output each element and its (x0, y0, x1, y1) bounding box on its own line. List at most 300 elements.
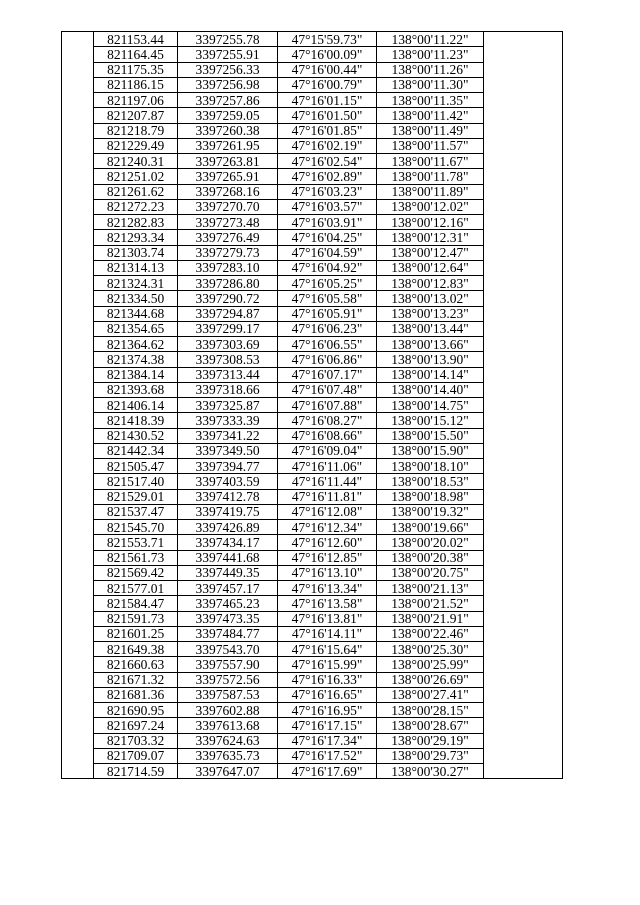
latitude-cell: 47°16'01.50" (278, 108, 377, 123)
latitude-cell: 47°15'59.73" (278, 32, 377, 47)
latitude-cell: 47°16'05.58" (278, 291, 377, 306)
latitude-cell: 47°16'15.64" (278, 642, 377, 657)
table-row (62, 382, 563, 397)
x-coordinate-cell: 821505.47 (94, 459, 178, 474)
longitude-cell: 138°00'25.30" (377, 642, 484, 657)
latitude-cell: 47°16'13.58" (278, 596, 377, 611)
row-number-margin-cell (62, 581, 94, 596)
latitude-cell: 47°16'14.11" (278, 626, 377, 641)
notes-margin-cell (484, 154, 563, 169)
table-row (62, 565, 563, 580)
x-coordinate-cell: 821430.52 (94, 428, 178, 443)
row-number-margin-cell (62, 703, 94, 718)
y-coordinate-cell: 3397572.56 (178, 672, 278, 687)
row-number-margin-cell (62, 62, 94, 77)
table-row (62, 215, 563, 230)
latitude-cell: 47°16'17.52" (278, 748, 377, 763)
longitude-cell: 138°00'13.02" (377, 291, 484, 306)
table-row (62, 733, 563, 748)
notes-margin-cell (484, 413, 563, 428)
x-coordinate-cell: 821591.73 (94, 611, 178, 626)
notes-margin-cell (484, 703, 563, 718)
latitude-cell: 47°16'05.25" (278, 276, 377, 291)
latitude-cell: 47°16'17.15" (278, 718, 377, 733)
longitude-cell: 138°00'11.35" (377, 93, 484, 108)
notes-margin-cell (484, 474, 563, 489)
table-row (62, 260, 563, 275)
longitude-cell: 138°00'11.42" (377, 108, 484, 123)
notes-margin-cell (484, 184, 563, 199)
longitude-cell: 138°00'18.53" (377, 474, 484, 489)
latitude-cell: 47°16'00.09" (278, 47, 377, 62)
longitude-cell: 138°00'11.30" (377, 77, 484, 92)
y-coordinate-cell: 3397473.35 (178, 611, 278, 626)
latitude-cell: 47°16'03.57" (278, 199, 377, 214)
notes-margin-cell (484, 367, 563, 382)
table-row (62, 291, 563, 306)
notes-margin-cell (484, 611, 563, 626)
x-coordinate-cell: 821703.32 (94, 733, 178, 748)
y-coordinate-cell: 3397543.70 (178, 642, 278, 657)
row-number-margin-cell (62, 291, 94, 306)
row-number-margin-cell (62, 428, 94, 443)
x-coordinate-cell: 821569.42 (94, 565, 178, 580)
x-coordinate-cell: 821577.01 (94, 581, 178, 596)
row-number-margin-cell (62, 199, 94, 214)
table-row (62, 672, 563, 687)
latitude-cell: 47°16'13.81" (278, 611, 377, 626)
x-coordinate-cell: 821303.74 (94, 245, 178, 260)
x-coordinate-cell: 821207.87 (94, 108, 178, 123)
row-number-margin-cell (62, 77, 94, 92)
row-number-margin-cell (62, 93, 94, 108)
x-coordinate-cell: 821344.68 (94, 306, 178, 321)
notes-margin-cell (484, 504, 563, 519)
x-coordinate-cell: 821529.01 (94, 489, 178, 504)
longitude-cell: 138°00'22.46" (377, 626, 484, 641)
latitude-cell: 47°16'12.34" (278, 520, 377, 535)
x-coordinate-cell: 821649.38 (94, 642, 178, 657)
row-number-margin-cell (62, 32, 94, 47)
table-row (62, 199, 563, 214)
table-row (62, 367, 563, 382)
y-coordinate-cell: 3397349.50 (178, 443, 278, 458)
longitude-cell: 138°00'12.47" (377, 245, 484, 260)
y-coordinate-cell: 3397325.87 (178, 398, 278, 413)
y-coordinate-cell: 3397434.17 (178, 535, 278, 550)
row-number-margin-cell (62, 138, 94, 153)
notes-margin-cell (484, 459, 563, 474)
table-row (62, 626, 563, 641)
row-number-margin-cell (62, 154, 94, 169)
notes-margin-cell (484, 199, 563, 214)
notes-margin-cell (484, 565, 563, 580)
y-coordinate-cell: 3397256.33 (178, 62, 278, 77)
y-coordinate-cell: 3397647.07 (178, 764, 278, 779)
latitude-cell: 47°16'03.91" (278, 215, 377, 230)
row-number-margin-cell (62, 123, 94, 138)
y-coordinate-cell: 3397313.44 (178, 367, 278, 382)
y-coordinate-cell: 3397613.68 (178, 718, 278, 733)
notes-margin-cell (484, 77, 563, 92)
latitude-cell: 47°16'17.69" (278, 764, 377, 779)
y-coordinate-cell: 3397403.59 (178, 474, 278, 489)
notes-margin-cell (484, 687, 563, 702)
row-number-margin-cell (62, 260, 94, 275)
notes-margin-cell (484, 138, 563, 153)
x-coordinate-cell: 821282.83 (94, 215, 178, 230)
latitude-cell: 47°16'05.91" (278, 306, 377, 321)
longitude-cell: 138°00'12.02" (377, 199, 484, 214)
notes-margin-cell (484, 291, 563, 306)
y-coordinate-cell: 3397259.05 (178, 108, 278, 123)
x-coordinate-cell: 821442.34 (94, 443, 178, 458)
x-coordinate-cell: 821709.07 (94, 748, 178, 763)
longitude-cell: 138°00'28.67" (377, 718, 484, 733)
x-coordinate-cell: 821364.62 (94, 337, 178, 352)
notes-margin-cell (484, 108, 563, 123)
row-number-margin-cell (62, 748, 94, 763)
notes-margin-cell (484, 169, 563, 184)
longitude-cell: 138°00'13.90" (377, 352, 484, 367)
table-row (62, 93, 563, 108)
longitude-cell: 138°00'11.23" (377, 47, 484, 62)
y-coordinate-cell: 3397290.72 (178, 291, 278, 306)
x-coordinate-cell: 821537.47 (94, 504, 178, 519)
longitude-cell: 138°00'21.52" (377, 596, 484, 611)
y-coordinate-cell: 3397286.80 (178, 276, 278, 291)
longitude-cell: 138°00'15.12" (377, 413, 484, 428)
table-row (62, 337, 563, 352)
row-number-margin-cell (62, 642, 94, 657)
notes-margin-cell (484, 581, 563, 596)
row-number-margin-cell (62, 306, 94, 321)
table-row (62, 77, 563, 92)
longitude-cell: 138°00'20.38" (377, 550, 484, 565)
row-number-margin-cell (62, 276, 94, 291)
y-coordinate-cell: 3397635.73 (178, 748, 278, 763)
row-number-margin-cell (62, 565, 94, 580)
row-number-margin-cell (62, 626, 94, 641)
y-coordinate-cell: 3397265.91 (178, 169, 278, 184)
latitude-cell: 47°16'01.85" (278, 123, 377, 138)
row-number-margin-cell (62, 337, 94, 352)
table-row (62, 581, 563, 596)
x-coordinate-cell: 821660.63 (94, 657, 178, 672)
y-coordinate-cell: 3397276.49 (178, 230, 278, 245)
table-row (62, 413, 563, 428)
y-coordinate-cell: 3397255.91 (178, 47, 278, 62)
table-row (62, 596, 563, 611)
notes-margin-cell (484, 321, 563, 336)
longitude-cell: 138°00'21.13" (377, 581, 484, 596)
x-coordinate-cell: 821218.79 (94, 123, 178, 138)
longitude-cell: 138°00'11.22" (377, 32, 484, 47)
table-row (62, 520, 563, 535)
notes-margin-cell (484, 352, 563, 367)
latitude-cell: 47°16'12.85" (278, 550, 377, 565)
y-coordinate-cell: 3397303.69 (178, 337, 278, 352)
row-number-margin-cell (62, 535, 94, 550)
x-coordinate-cell: 821251.02 (94, 169, 178, 184)
table-row (62, 47, 563, 62)
row-number-margin-cell (62, 550, 94, 565)
x-coordinate-cell: 821384.14 (94, 367, 178, 382)
notes-margin-cell (484, 718, 563, 733)
x-coordinate-cell: 821261.62 (94, 184, 178, 199)
row-number-margin-cell (62, 398, 94, 413)
row-number-margin-cell (62, 687, 94, 702)
longitude-cell: 138°00'14.14" (377, 367, 484, 382)
y-coordinate-cell: 3397294.87 (178, 306, 278, 321)
latitude-cell: 47°16'09.04" (278, 443, 377, 458)
notes-margin-cell (484, 47, 563, 62)
x-coordinate-cell: 821240.31 (94, 154, 178, 169)
y-coordinate-cell: 3397261.95 (178, 138, 278, 153)
y-coordinate-cell: 3397268.16 (178, 184, 278, 199)
latitude-cell: 47°16'07.88" (278, 398, 377, 413)
y-coordinate-cell: 3397602.88 (178, 703, 278, 718)
x-coordinate-cell: 821229.49 (94, 138, 178, 153)
longitude-cell: 138°00'20.75" (377, 565, 484, 580)
row-number-margin-cell (62, 520, 94, 535)
row-number-margin-cell (62, 321, 94, 336)
table-row (62, 687, 563, 702)
notes-margin-cell (484, 230, 563, 245)
latitude-cell: 47°16'13.34" (278, 581, 377, 596)
row-number-margin-cell (62, 504, 94, 519)
table-row (62, 123, 563, 138)
table-row (62, 748, 563, 763)
longitude-cell: 138°00'19.32" (377, 504, 484, 519)
y-coordinate-cell: 3397441.68 (178, 550, 278, 565)
x-coordinate-cell: 821334.50 (94, 291, 178, 306)
y-coordinate-cell: 3397260.38 (178, 123, 278, 138)
table-row (62, 321, 563, 336)
notes-margin-cell (484, 596, 563, 611)
row-number-margin-cell (62, 108, 94, 123)
notes-margin-cell (484, 306, 563, 321)
table-row (62, 535, 563, 550)
y-coordinate-cell: 3397624.63 (178, 733, 278, 748)
longitude-cell: 138°00'18.98" (377, 489, 484, 504)
table-row (62, 62, 563, 77)
x-coordinate-cell: 821697.24 (94, 718, 178, 733)
table-row (62, 718, 563, 733)
row-number-margin-cell (62, 382, 94, 397)
y-coordinate-cell: 3397257.86 (178, 93, 278, 108)
latitude-cell: 47°16'16.95" (278, 703, 377, 718)
table-row (62, 428, 563, 443)
longitude-cell: 138°00'11.49" (377, 123, 484, 138)
longitude-cell: 138°00'12.31" (377, 230, 484, 245)
latitude-cell: 47°16'15.99" (278, 657, 377, 672)
longitude-cell: 138°00'11.67" (377, 154, 484, 169)
row-number-margin-cell (62, 413, 94, 428)
longitude-cell: 138°00'25.99" (377, 657, 484, 672)
y-coordinate-cell: 3397273.48 (178, 215, 278, 230)
longitude-cell: 138°00'14.40" (377, 382, 484, 397)
x-coordinate-cell: 821584.47 (94, 596, 178, 611)
y-coordinate-cell: 3397426.89 (178, 520, 278, 535)
latitude-cell: 47°16'12.08" (278, 504, 377, 519)
latitude-cell: 47°16'17.34" (278, 733, 377, 748)
notes-margin-cell (484, 276, 563, 291)
notes-margin-cell (484, 733, 563, 748)
notes-margin-cell (484, 672, 563, 687)
y-coordinate-cell: 3397308.53 (178, 352, 278, 367)
row-number-margin-cell (62, 352, 94, 367)
row-number-margin-cell (62, 169, 94, 184)
y-coordinate-cell: 3397412.78 (178, 489, 278, 504)
latitude-cell: 47°16'02.54" (278, 154, 377, 169)
row-number-margin-cell (62, 764, 94, 779)
table-row (62, 703, 563, 718)
latitude-cell: 47°16'03.23" (278, 184, 377, 199)
notes-margin-cell (484, 642, 563, 657)
latitude-cell: 47°16'04.25" (278, 230, 377, 245)
x-coordinate-cell: 821153.44 (94, 32, 178, 47)
y-coordinate-cell: 3397457.17 (178, 581, 278, 596)
notes-margin-cell (484, 32, 563, 47)
longitude-cell: 138°00'13.44" (377, 321, 484, 336)
x-coordinate-cell: 821561.73 (94, 550, 178, 565)
table-row (62, 108, 563, 123)
latitude-cell: 47°16'04.92" (278, 260, 377, 275)
notes-margin-cell (484, 62, 563, 77)
notes-margin-cell (484, 260, 563, 275)
longitude-cell: 138°00'28.15" (377, 703, 484, 718)
table-row (62, 32, 563, 47)
x-coordinate-cell: 821418.39 (94, 413, 178, 428)
latitude-cell: 47°16'07.48" (278, 382, 377, 397)
longitude-cell: 138°00'11.78" (377, 169, 484, 184)
notes-margin-cell (484, 443, 563, 458)
latitude-cell: 47°16'12.60" (278, 535, 377, 550)
notes-margin-cell (484, 93, 563, 108)
latitude-cell: 47°16'11.81" (278, 489, 377, 504)
latitude-cell: 47°16'00.44" (278, 62, 377, 77)
table-row (62, 764, 563, 779)
x-coordinate-cell: 821175.35 (94, 62, 178, 77)
x-coordinate-cell: 821517.40 (94, 474, 178, 489)
row-number-margin-cell (62, 657, 94, 672)
y-coordinate-cell: 3397270.70 (178, 199, 278, 214)
y-coordinate-cell: 3397341.22 (178, 428, 278, 443)
longitude-cell: 138°00'29.73" (377, 748, 484, 763)
longitude-cell: 138°00'14.75" (377, 398, 484, 413)
y-coordinate-cell: 3397587.53 (178, 687, 278, 702)
longitude-cell: 138°00'15.90" (377, 443, 484, 458)
table-row (62, 352, 563, 367)
longitude-cell: 138°00'11.89" (377, 184, 484, 199)
x-coordinate-cell: 821553.71 (94, 535, 178, 550)
y-coordinate-cell: 3397333.39 (178, 413, 278, 428)
latitude-cell: 47°16'07.17" (278, 367, 377, 382)
x-coordinate-cell: 821197.06 (94, 93, 178, 108)
notes-margin-cell (484, 626, 563, 641)
latitude-cell: 47°16'13.10" (278, 565, 377, 580)
row-number-margin-cell (62, 474, 94, 489)
x-coordinate-cell: 821186.15 (94, 77, 178, 92)
x-coordinate-cell: 821393.68 (94, 382, 178, 397)
row-number-margin-cell (62, 443, 94, 458)
row-number-margin-cell (62, 672, 94, 687)
longitude-cell: 138°00'15.50" (377, 428, 484, 443)
notes-margin-cell (484, 123, 563, 138)
coordinates-table-body (62, 32, 563, 779)
table-row (62, 398, 563, 413)
notes-margin-cell (484, 550, 563, 565)
notes-margin-cell (484, 215, 563, 230)
row-number-margin-cell (62, 184, 94, 199)
latitude-cell: 47°16'00.79" (278, 77, 377, 92)
longitude-cell: 138°00'11.57" (377, 138, 484, 153)
x-coordinate-cell: 821293.34 (94, 230, 178, 245)
table-row (62, 245, 563, 260)
x-coordinate-cell: 821545.70 (94, 520, 178, 535)
x-coordinate-cell: 821354.65 (94, 321, 178, 336)
latitude-cell: 47°16'08.66" (278, 428, 377, 443)
longitude-cell: 138°00'20.02" (377, 535, 484, 550)
notes-margin-cell (484, 382, 563, 397)
longitude-cell: 138°00'13.23" (377, 306, 484, 321)
table-row (62, 489, 563, 504)
y-coordinate-cell: 3397263.81 (178, 154, 278, 169)
y-coordinate-cell: 3397283.10 (178, 260, 278, 275)
notes-margin-cell (484, 764, 563, 779)
x-coordinate-cell: 821314.13 (94, 260, 178, 275)
x-coordinate-cell: 821690.95 (94, 703, 178, 718)
x-coordinate-cell: 821681.36 (94, 687, 178, 702)
latitude-cell: 47°16'16.33" (278, 672, 377, 687)
longitude-cell: 138°00'11.26" (377, 62, 484, 77)
table-row (62, 184, 563, 199)
longitude-cell: 138°00'13.66" (377, 337, 484, 352)
y-coordinate-cell: 3397419.75 (178, 504, 278, 519)
latitude-cell: 47°16'16.65" (278, 687, 377, 702)
table-row (62, 443, 563, 458)
longitude-cell: 138°00'12.16" (377, 215, 484, 230)
row-number-margin-cell (62, 611, 94, 626)
latitude-cell: 47°16'02.89" (278, 169, 377, 184)
latitude-cell: 47°16'11.44" (278, 474, 377, 489)
y-coordinate-cell: 3397557.90 (178, 657, 278, 672)
longitude-cell: 138°00'12.64" (377, 260, 484, 275)
y-coordinate-cell: 3397484.77 (178, 626, 278, 641)
longitude-cell: 138°00'12.83" (377, 276, 484, 291)
notes-margin-cell (484, 245, 563, 260)
longitude-cell: 138°00'26.69" (377, 672, 484, 687)
notes-margin-cell (484, 398, 563, 413)
notes-margin-cell (484, 520, 563, 535)
y-coordinate-cell: 3397394.77 (178, 459, 278, 474)
notes-margin-cell (484, 748, 563, 763)
longitude-cell: 138°00'27.41" (377, 687, 484, 702)
y-coordinate-cell: 3397256.98 (178, 77, 278, 92)
longitude-cell: 138°00'19.66" (377, 520, 484, 535)
row-number-margin-cell (62, 459, 94, 474)
table-row (62, 138, 563, 153)
notes-margin-cell (484, 489, 563, 504)
x-coordinate-cell: 821714.59 (94, 764, 178, 779)
row-number-margin-cell (62, 230, 94, 245)
row-number-margin-cell (62, 489, 94, 504)
table-row (62, 230, 563, 245)
longitude-cell: 138°00'29.19" (377, 733, 484, 748)
latitude-cell: 47°16'01.15" (278, 93, 377, 108)
table-row (62, 169, 563, 184)
